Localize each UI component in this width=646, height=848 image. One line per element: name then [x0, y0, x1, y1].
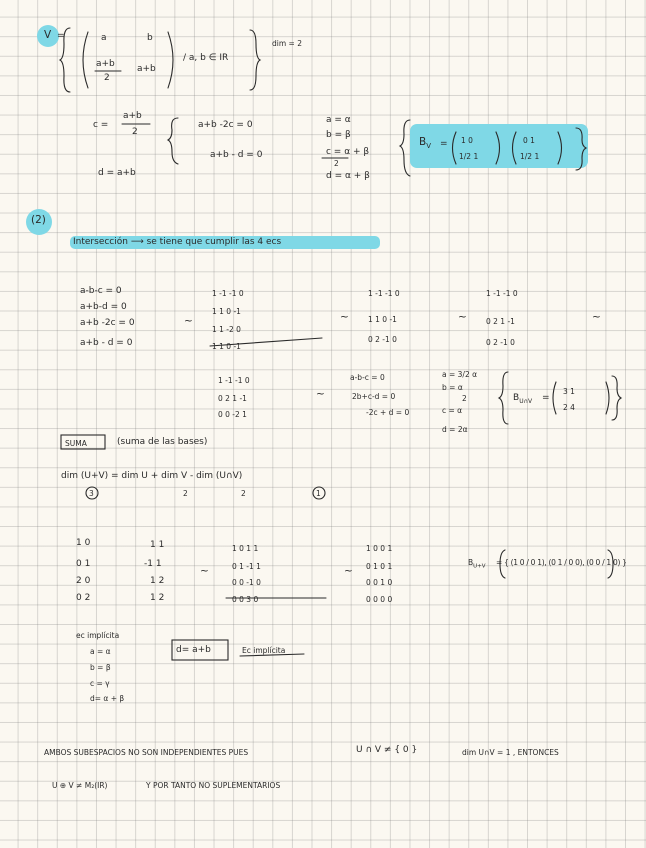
- param-row: b = β: [90, 663, 111, 672]
- equivalence-sign: ~: [340, 311, 349, 323]
- sum-matrix-a-row: 1 0: [76, 538, 91, 548]
- reduced-eq: a-b-c = 0: [350, 373, 385, 382]
- basis-intersection-r1: 3 1: [563, 387, 575, 396]
- matrix-b: b: [147, 33, 153, 43]
- basis-v-label: $B_V$: [419, 136, 432, 151]
- basis-m1-r2: 1/2 1: [459, 152, 479, 161]
- sum-matrix-a-row: 2 0: [76, 576, 91, 586]
- sum-matrix-c-row: 0 1 -1 1: [232, 562, 261, 571]
- matrix-1-row: 1 -1 -1 0: [212, 289, 244, 298]
- param-row: c = γ: [90, 679, 110, 688]
- equivalence-sign: ~: [200, 565, 209, 577]
- c-equation-left: c =: [93, 120, 109, 130]
- matrix-4-row: 0 0 -2 1: [218, 410, 247, 419]
- v-equals: =: [57, 31, 65, 41]
- matrix-apb: a+b: [137, 64, 156, 74]
- sum-matrix-d-row: 0 0 1 0: [366, 578, 393, 587]
- intersection-statement: U ∩ V ≠ { 0 }: [356, 745, 418, 755]
- reduced-eq: 2b+c-d = 0: [352, 392, 396, 401]
- value-d: d = 2α: [442, 425, 468, 434]
- matrix-frac-num: a+b: [96, 59, 115, 69]
- param-c-den: 2: [334, 159, 339, 168]
- sum-matrix-d-row: 0 0 0 0: [366, 595, 393, 604]
- matrix-1-row: 1 1 0 -1: [212, 307, 241, 316]
- sum-matrix-c-row: 1 0 1 1: [232, 544, 259, 553]
- sum-matrix-c-row: 0 0 -1 0: [232, 578, 261, 587]
- param-a: a = α: [326, 115, 351, 125]
- v-label: V: [44, 29, 52, 41]
- matrix-a: a: [101, 33, 107, 43]
- system-eq-2: a+b - d = 0: [210, 150, 263, 160]
- suma-note: (suma de las bases): [117, 437, 208, 447]
- matrix-2-row: 1 1 0 -1: [368, 315, 397, 324]
- c-equation-den: 2: [132, 127, 138, 137]
- sum-matrix-b-row: 1 2: [150, 576, 165, 586]
- equivalence-sign: ~: [592, 311, 601, 323]
- circled-3: 3: [89, 489, 94, 498]
- equation-4: a+b - d = 0: [80, 338, 133, 348]
- basis-m2-r1: 0 1: [523, 136, 535, 145]
- implicit-equation-label: ec implícita: [76, 631, 120, 640]
- basis-intersection-r2: 2 4: [563, 403, 575, 412]
- basis-v-equals: =: [440, 139, 448, 149]
- sum-matrix-b-row: 1 1: [150, 540, 165, 550]
- sum-matrix-a-row: 0 1: [76, 559, 91, 569]
- equivalence-sign: ~: [344, 565, 353, 577]
- direct-sum-statement: U ⊕ V ≠ M₂(IR): [52, 781, 108, 790]
- basis-intersection-equals: =: [542, 393, 550, 403]
- basis-sum-label: $B_{U+V}$: [468, 558, 486, 570]
- sum-matrix-c-row: 0 0 3 0: [232, 595, 259, 604]
- conclusion-line-2: Y POR TANTO NO SUPLEMENTARIOS: [146, 781, 281, 790]
- c-equation-num: a+b: [123, 111, 142, 121]
- equation-3: a+b -2c = 0: [80, 318, 135, 328]
- param-d: d = α + β: [326, 171, 370, 181]
- matrix-1-row: 1 1 -2 0: [212, 325, 241, 334]
- param-c: c = α + β: [326, 147, 370, 157]
- matrix-2-row: 1 -1 -1 0: [368, 289, 400, 298]
- basis-m2-r2: 1/2 1: [520, 152, 540, 161]
- equivalence-sign: ~: [184, 315, 193, 327]
- matrix-3-row: 0 2 1 -1: [486, 317, 515, 326]
- dimension-formula: dim (U+V) = dim U + dim V - dim (U∩V): [61, 471, 243, 481]
- param-b: b = β: [326, 130, 351, 140]
- reduced-eq: -2c + d = 0: [366, 408, 410, 417]
- set-condition: / a, b ∈ IR: [183, 53, 229, 63]
- equivalence-sign: ~: [458, 311, 467, 323]
- matrix-1-row: 1 1 0 -1: [212, 342, 241, 351]
- section-2-number: (2): [31, 214, 46, 226]
- circled-1: 1: [316, 489, 321, 498]
- dim-v-value: 2: [241, 489, 246, 498]
- matrix-3-row: 0 2 -1 0: [486, 338, 515, 347]
- matrix-2-row: 0 2 -1 0: [368, 335, 397, 344]
- d-equation: d = a+b: [98, 168, 136, 178]
- param-row: a = α: [90, 647, 111, 656]
- suma-label: SUMA: [65, 439, 87, 448]
- basis-m1-r1: 1 0: [461, 136, 473, 145]
- system-eq-1: a+b -2c = 0: [198, 120, 253, 130]
- value-a: a = 3/2 α: [442, 370, 478, 379]
- equation-1: a-b-c = 0: [80, 286, 122, 296]
- sum-matrix-b-row: -1 1: [144, 559, 162, 569]
- conclusion-line-1: AMBOS SUBESPACIOS NO SON INDEPENDIENTES PUES: [44, 748, 249, 757]
- dimension-note: dim = 2: [272, 39, 302, 48]
- equation-2: a+b-d = 0: [80, 302, 127, 312]
- equivalence-sign: ~: [316, 388, 325, 400]
- dim-u-value: 2: [183, 489, 188, 498]
- sum-matrix-d-row: 0 1 0 1: [366, 562, 393, 571]
- dimension-statement: dim U∩V = 1 , ENTONCES: [462, 748, 559, 757]
- boxed-equation: d= a+b: [176, 645, 211, 655]
- matrix-3-row: 1 -1 -1 0: [486, 289, 518, 298]
- matrix-4-row: 1 -1 -1 0: [218, 376, 250, 385]
- value-c: c = α: [442, 406, 463, 415]
- matrix-4-row: 0 2 1 -1: [218, 394, 247, 403]
- value-b: b = α: [442, 383, 463, 392]
- matrix-frac-den: 2: [104, 73, 110, 83]
- sum-matrix-b-row: 1 2: [150, 593, 165, 603]
- basis-intersection-label: $B_{U\cap V}$: [513, 393, 533, 405]
- sum-matrix-a-row: 0 2: [76, 593, 91, 603]
- sum-matrix-d-row: 1 0 0 1: [366, 544, 393, 553]
- value-b-den: 2: [462, 394, 467, 403]
- intersection-heading: Intersección ⟶ se tiene que cumplir las 4 ecs: [73, 237, 282, 247]
- param-row: d= α + β: [90, 694, 125, 703]
- implicit-equation-note: Ec implícita: [242, 646, 286, 655]
- basis-sum-value: = { (1 0 / 0 1), (0 1 / 0 0), (0 0 / 1 0) }: [496, 558, 627, 567]
